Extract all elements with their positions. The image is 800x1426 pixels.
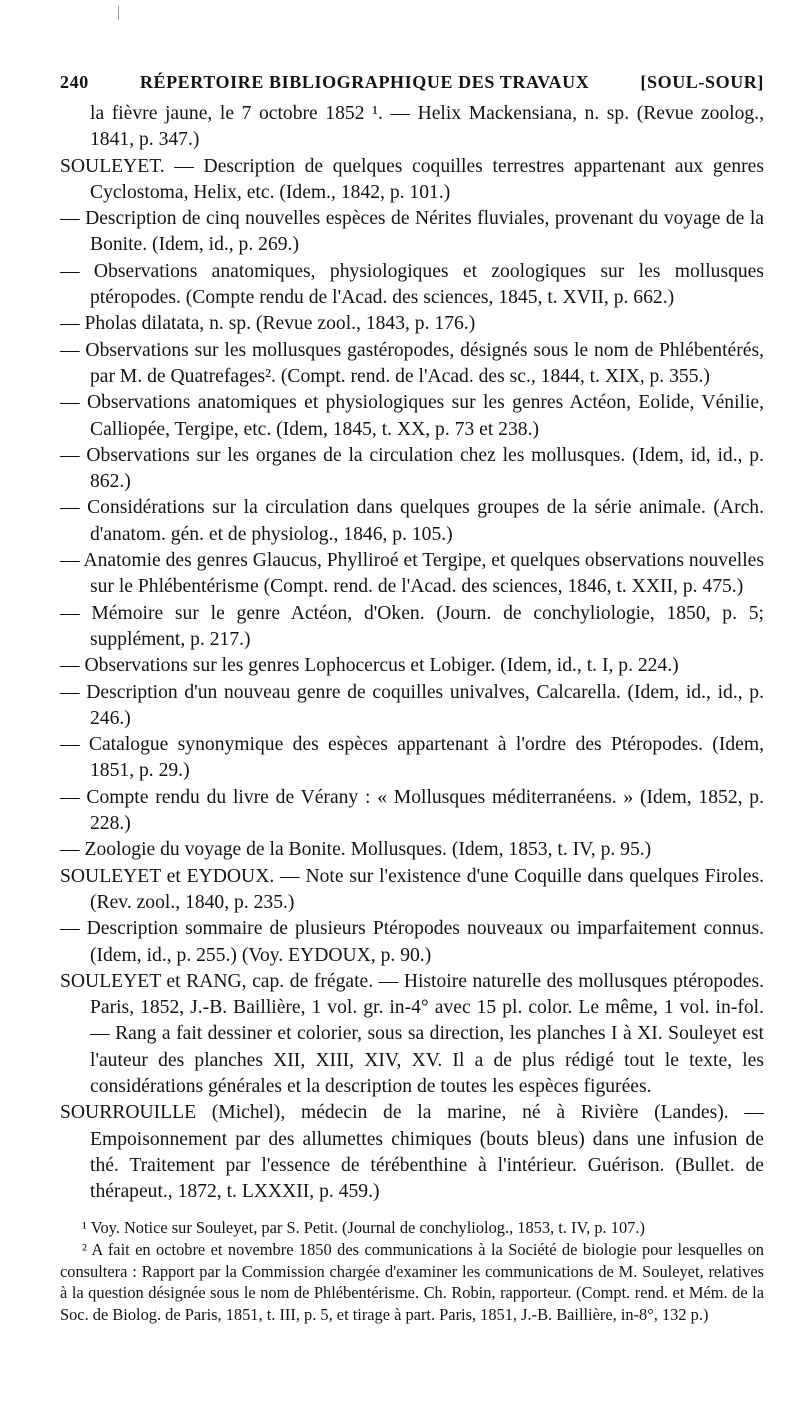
bibliography-entry: — Compte rendu du livre de Vérany : « Mollusques méditerranéens. » (Idem, 1852, p. 228.) [60,786,764,835]
scan-mark [118,6,119,20]
bibliography-entry: SOULEYET et RANG, cap. de frégate. — Histoire naturelle des mollusques ptéropodes. Paris, 1852, J.-B. Baillière, 1 vol. gr. in-4° avec 15 pl. color. Le même, 1 vol. in-fol. — Rang a fait dessiner et colorier, sous sa direction, les planches I à XI. Souleyet est l'auteur des planches XII, XIII, XIV, XV. Il a de plus rédigé tout le texte, les considérations générales et la description de toutes les espèces figurées. [60,970,764,1097]
footnotes [60,1217,764,1325]
bibliography-entry: — Considérations sur la circulation dans quelques groupes de la série animale. (Arch. d'anatom. gén. et de physiolog., 1846, p. 105.) [60,497,764,545]
bibliography-entry: — Pholas dilatata, n. sp. (Revue zool., 1843, p. 176.) [60,313,476,335]
bibliography-entries [60,101,764,1205]
bibliography-entry: — Description de cinq nouvelles espèces de Nérites fluviales, provenant du voyage de la Bonite. (Idem, id., p. 269.) [60,208,764,256]
page-number: 240 [60,72,89,92]
running-header [60,72,764,93]
footnote: ¹ Voy. Notice sur Souleyet, par S. Petit. (Journal de conchyliolog., 1853, t. IV, p. 107.) [82,1218,645,1238]
bibliography-entry: — Description sommaire de plusieurs Ptéropodes nouveaux ou imparfaitement connus. (Idem, id., p. 255.) (Voy. EYDOUX, p. 90.) [60,918,764,966]
bibliography-entry: — Description d'un nouveau genre de coquilles univalves, Calcarella. (Idem, id., id., p. 246.) [60,681,764,729]
bibliography-entry: la fièvre jaune, le 7 octobre 1852 ¹. — Helix Mackensiana, n. sp. (Revue zoolog., 1841, p. 347.) [90,103,764,151]
bibliography-entry: — Observations sur les organes de la circulation chez les mollusques. (Idem, id, id., p. 862.) [60,444,764,493]
bibliography-entry: SOURROUILLE (Michel), médecin de la marine, né à Rivière (Landes). — Empoisonnement par des allumettes chimiques (bouts bleus) dans une infusion de thé. Traitement par l'essence de térébenthine à l'intérieur. Guérison. (Bullet. de thérapeut., 1872, t. LXXXII, p. 459.) [60,1102,764,1203]
section-range: [SOUL-SOUR] [640,72,764,92]
bibliography-entry: — Observations anatomiques, physiologiques et zoologiques sur les mollusques ptéropodes. (Compte rendu de l'Acad. des sciences, 1845, t. XVII, p. 662.) [60,260,764,309]
bibliography-entry: — Observations sur les mollusques gastéropodes, désignés sous le nom de Phlébentérés, par M. de Quatrefages². (Compt. rend. de l'Acad. des sc., 1844, t. XIX, p. 355.) [60,339,764,387]
footnote: ² A fait en octobre et novembre 1850 des communications à la Société de biologie pour lesquelles on consultera : Rapport par la Commission chargée d'examiner les communications de M. Souleyet, relatives à la question désignée sous le nom de Phlébentérisme. Ch. Robin, rapporteur. (Compt. rend. et Mém. de la Soc. de Biolog. de Paris, 1851, t. III, p. 5, et tirage à part. Paris, 1851, J.-B. Baillière, in-8°, 132 p.) [60,1240,764,1324]
bibliography-entry: — Observations anatomiques et physiologiques sur les genres Actéon, Eolide, Vénilie, Calliopée, Tergipe, etc. (Idem, 1845, t. XX, p. 73 et 238.) [60,392,764,440]
bibliography-entry: SOULEYET et EYDOUX. — Note sur l'existence d'une Coquille dans quelques Firoles. (Rev. zool., 1840, p. 235.) [60,865,764,913]
bibliography-entry: — Mémoire sur le genre Actéon, d'Oken. (Journ. de conchyliologie, 1850, p. 5; supplément, p. 217.) [60,602,764,650]
bibliography-entry: — Catalogue synonymique des espèces appartenant à l'ordre des Ptéropodes. (Idem, 1851, p. 29.) [60,734,764,782]
bibliography-entry: SOULEYET. — Description de quelques coquilles terrestres appartenant aux genres Cyclostoma, Helix, etc. (Idem., 1842, p. 101.) [60,155,764,203]
bibliography-entry: — Observations sur les genres Lophocercus et Lobiger. (Idem, id., t. I, p. 224.) [60,655,679,677]
bibliography-entry: — Zoologie du voyage de la Bonite. Mollusques. (Idem, 1853, t. IV, p. 95.) [60,839,652,861]
bibliography-entry: — Anatomie des genres Glaucus, Phylliroé et Tergipe, et quelques observations nouvelles sur le Phlébentérisme (Compt. rend. de l'Acad. des sciences, 1846, t. XXII, p. 475.) [60,550,764,598]
running-title: RÉPERTOIRE BIBLIOGRAPHIQUE DES TRAVAUX [139,72,590,92]
